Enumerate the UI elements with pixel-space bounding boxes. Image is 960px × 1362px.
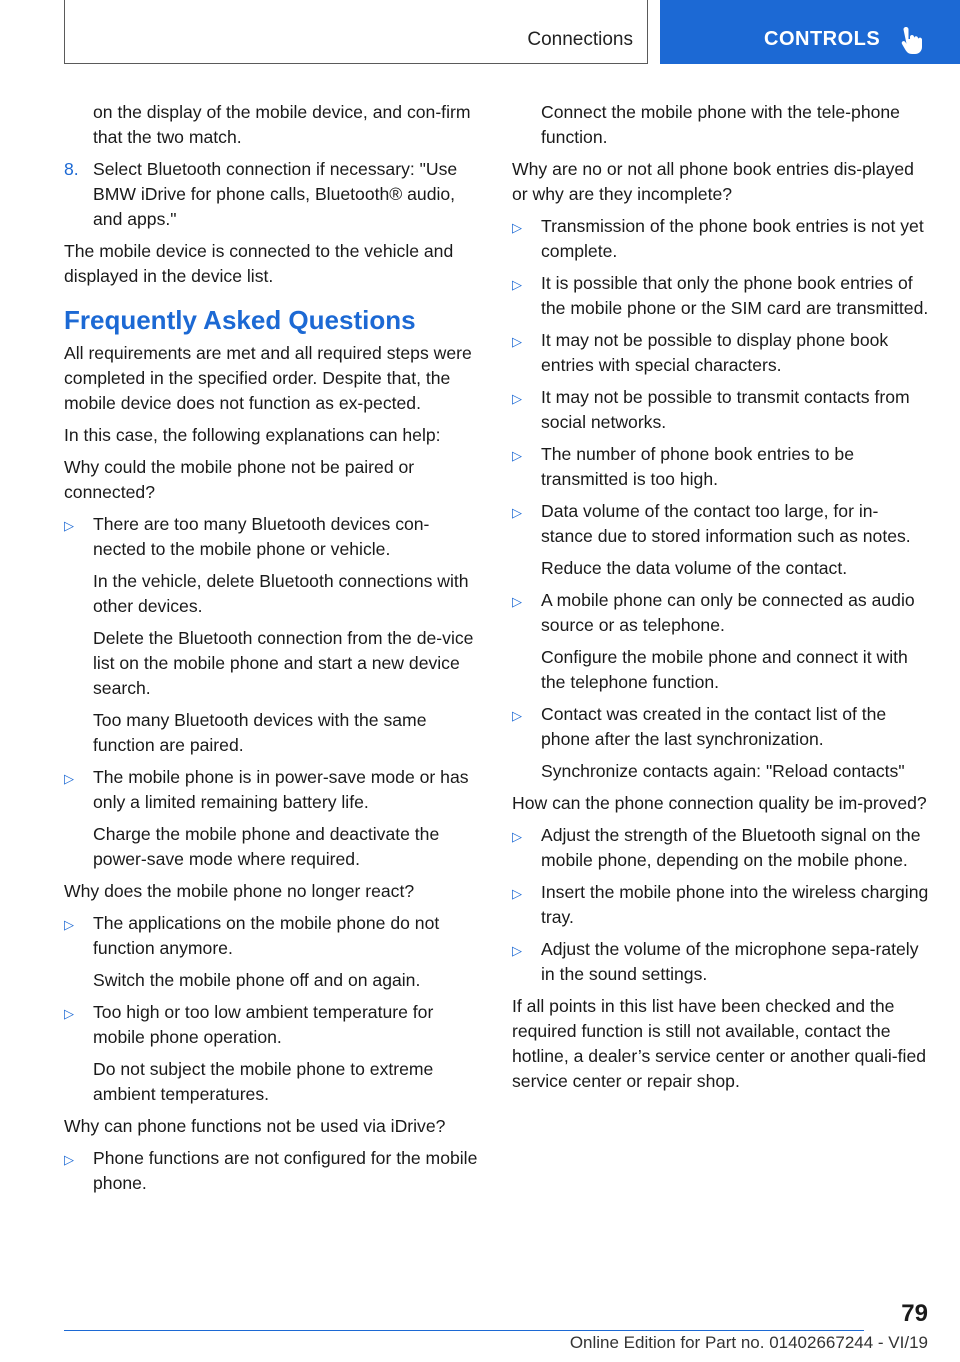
list-item-text: Adjust the strength of the Bluetooth signal on the mobile phone, depending on the mobile phone. [541,825,921,870]
list-item [64,512,482,758]
header-section-title: Connections [527,29,633,50]
pointing-hand-icon [900,25,926,55]
faq-question: Why are no or not all phone book entries dis-played or why are they incomplete? [512,159,914,204]
list-item-text: It is possible that only the phone book entries of the mobile phone or the SIM card are transmitted. [541,273,929,318]
list-item-text: It may not be possible to transmit contacts from social networks. [541,387,910,432]
faq-question: Why does the mobile phone no longer react? [64,881,415,901]
step7-continuation: on the display of the mobile device, and con-firm that the two match. [93,102,471,147]
triangle-bullet-icon: ▷ [512,886,522,901]
list-item [512,271,930,321]
list-item-text: The mobile phone is in power-save mode or has only a limited remaining battery life. [93,767,469,812]
paragraph: All requirements are met and all required steps were completed in the specified order. Despite that, the mobile device does not function as ex-pected. [64,343,472,413]
list-item [512,823,930,873]
step-text: Select Bluetooth connection if necessary: "Use BMW iDrive for phone calls, Bluetooth® audio, and apps." [93,159,458,229]
list-item-detail: Reduce the data volume of the contact. [541,558,848,578]
list-item-detail: Charge the mobile phone and deactivate the power-save mode where required. [93,824,440,869]
triangle-bullet-icon: ▷ [64,518,74,533]
footer-divider [64,1330,864,1331]
triangle-bullet-icon: ▷ [512,505,522,520]
list-item-detail: Too many Bluetooth devices with the same function are paired. [93,710,427,755]
list-item-text: Phone functions are not configured for the mobile phone. [93,1148,478,1193]
page-number: 79 [901,1300,928,1327]
footer-edition: Online Edition for Part no. 01402667244 - VI/19 [569,1333,928,1352]
list-item [512,442,930,492]
triangle-bullet-icon: ▷ [512,829,522,844]
list-item [64,765,482,872]
list-item-text: Contact was created in the contact list of the phone after the last synchronization. [541,704,887,749]
list-item-detail: Connect the mobile phone with the tele-phone function. [541,102,900,147]
list-item-detail: Configure the mobile phone and connect it with the telephone function. [541,647,908,692]
list-item-text: It may not be possible to display phone book entries with special characters. [541,330,889,375]
triangle-bullet-icon: ▷ [64,1006,74,1021]
step-number: 8. [64,159,79,179]
paragraph: In this case, the following explanations can help: [64,425,441,445]
list-item-detail: Synchronize contacts again: "Reload contacts" [541,761,905,781]
left-column [64,100,482,1203]
step-8 [64,157,482,232]
triangle-bullet-icon: ▷ [512,448,522,463]
faq-question: Why could the mobile phone not be paired or connected? [64,457,415,502]
triangle-bullet-icon: ▷ [64,1152,74,1167]
triangle-bullet-icon: ▷ [64,917,74,932]
triangle-bullet-icon: ▷ [512,391,522,406]
list-item-detail: Switch the mobile phone off and on again. [93,970,421,990]
list-item [64,911,482,993]
list-item-text: Insert the mobile phone into the wireless charging tray. [541,882,929,927]
list-item-text: The number of phone book entries to be transmitted is too high. [541,444,854,489]
list-item [512,214,930,264]
triangle-bullet-icon: ▷ [512,334,522,349]
header-chapter-title: CONTROLS [764,28,881,50]
list-item [512,702,930,784]
list-item-text: There are too many Bluetooth devices con-nected to the mobile phone or vehicle. [93,514,430,559]
faq-heading: Frequently Asked Questions [64,305,416,335]
triangle-bullet-icon: ▷ [512,708,522,723]
list-item [512,499,930,581]
paragraph: The mobile device is connected to the vehicle and displayed in the device list. [64,241,454,286]
right-column [512,100,930,1101]
list-item-text: Data volume of the contact too large, for in-stance due to stored information such as notes. [541,501,911,546]
list-item-detail: In the vehicle, delete Bluetooth connections with other devices. [93,571,469,616]
list-item [512,385,930,435]
list-item [512,328,930,378]
list-item-text: The applications on the mobile phone do not function anymore. [93,913,440,958]
header-chapter-tab [660,0,960,64]
list-item-text: Adjust the volume of the microphone sepa-rately in the sound settings. [541,939,919,984]
list-item-detail: Do not subject the mobile phone to extreme ambient temperatures. [93,1059,434,1104]
list-item-detail: Delete the Bluetooth connection from the de-vice list on the mobile phone and start a new device search. [93,628,474,698]
header-section-tab [64,0,648,64]
list-item [512,588,930,695]
triangle-bullet-icon: ▷ [512,943,522,958]
list-item [64,1146,482,1196]
triangle-bullet-icon: ▷ [512,594,522,609]
closing-paragraph: If all points in this list have been checked and the required function is still not available, contact the hotline, a dealer’s service center or another quali-fied service center or repair shop. [512,996,927,1091]
list-item-text: Too high or too low ambient temperature for mobile phone operation. [93,1002,434,1047]
list-item [512,937,930,987]
list-item-text: A mobile phone can only be connected as audio source or as telephone. [541,590,915,635]
triangle-bullet-icon: ▷ [64,771,74,786]
triangle-bullet-icon: ▷ [512,277,522,292]
faq-question: How can the phone connection quality be im-proved? [512,793,927,813]
list-item [512,880,930,930]
list-item-text: Transmission of the phone book entries is not yet complete. [541,216,924,261]
faq-question: Why can phone functions not be used via iDrive? [64,1116,446,1136]
list-item [64,1000,482,1107]
triangle-bullet-icon: ▷ [512,220,522,235]
